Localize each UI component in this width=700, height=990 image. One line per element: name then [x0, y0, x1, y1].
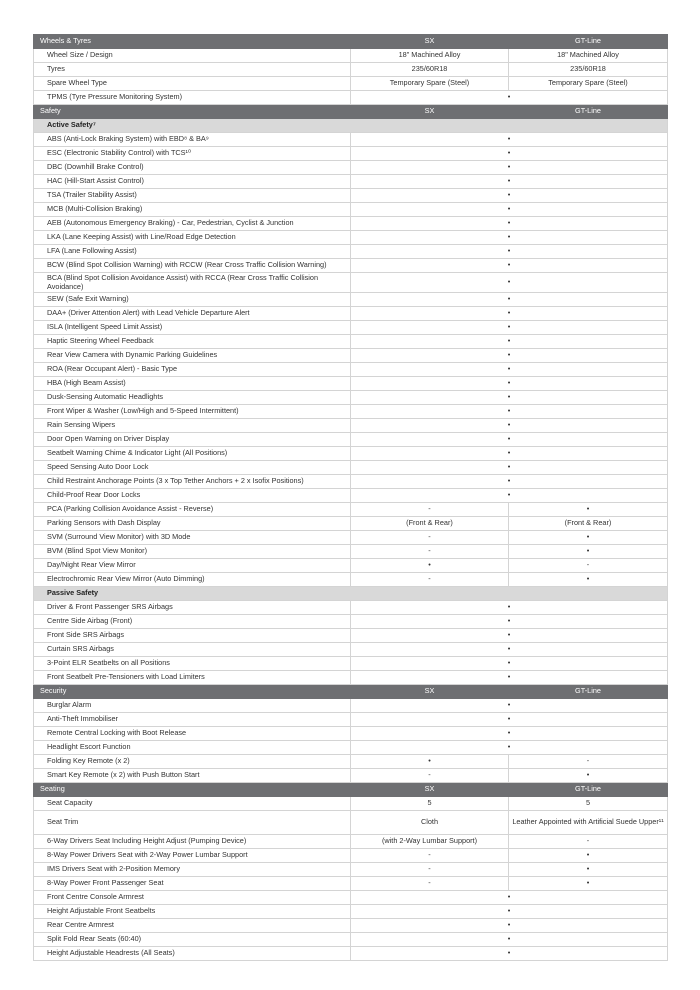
table-row — [34, 573, 668, 587]
section-title: Wheels & Tyres — [34, 35, 351, 49]
table-row — [34, 49, 668, 63]
feature-label: Wheel Size / Design — [34, 49, 351, 63]
value-sx: Cloth — [351, 811, 509, 835]
column-header-sx: SX — [351, 685, 509, 699]
feature-label: Remote Central Locking with Boot Release — [34, 727, 351, 741]
section-header — [34, 105, 668, 119]
feature-label: DAA+ (Driver Attention Alert) with Lead Vehicle Departure Alert — [34, 307, 351, 321]
feature-label: Rear View Camera with Dynamic Parking Guidelines — [34, 349, 351, 363]
spec-table — [33, 34, 668, 961]
feature-label: Centre Side Airbag (Front) — [34, 615, 351, 629]
table-row — [34, 713, 668, 727]
table-row — [34, 245, 668, 259]
feature-label: 6-Way Drivers Seat Including Height Adjust (Pumping Device) — [34, 835, 351, 849]
value-both: • — [351, 259, 668, 273]
table-row — [34, 217, 668, 231]
table-row — [34, 489, 668, 503]
feature-label: Child-Proof Rear Door Locks — [34, 489, 351, 503]
table-row — [34, 741, 668, 755]
feature-label: LKA (Lane Keeping Assist) with Line/Road Edge Detection — [34, 231, 351, 245]
value-both: • — [351, 489, 668, 503]
value-sx: • — [351, 559, 509, 573]
value-gt-line: - — [509, 835, 668, 849]
section-title: Seating — [34, 783, 351, 797]
table-row — [34, 475, 668, 489]
value-sx: 18" Machined Alloy — [351, 49, 509, 63]
table-row — [34, 335, 668, 349]
value-both: • — [351, 175, 668, 189]
column-header-gt-line: GT-Line — [509, 783, 668, 797]
feature-label: DBC (Downhill Brake Control) — [34, 161, 351, 175]
feature-label: SVM (Surround View Monitor) with 3D Mode — [34, 531, 351, 545]
feature-label: Anti-Theft Immobiliser — [34, 713, 351, 727]
feature-label: Smart Key Remote (x 2) with Push Button Start — [34, 769, 351, 783]
feature-label: Front Centre Console Armrest — [34, 891, 351, 905]
value-both: • — [351, 293, 668, 307]
section-title: Security — [34, 685, 351, 699]
value-sx: - — [351, 545, 509, 559]
table-row — [34, 811, 668, 835]
table-row — [34, 559, 668, 573]
feature-label: MCB (Multi-Collision Braking) — [34, 203, 351, 217]
value-sx: (with 2-Way Lumbar Support) — [351, 835, 509, 849]
feature-label: Headlight Escort Function — [34, 741, 351, 755]
feature-label: Haptic Steering Wheel Feedback — [34, 335, 351, 349]
feature-label: Front Wiper & Washer (Low/High and 5-Speed Intermittent) — [34, 405, 351, 419]
value-both: • — [351, 447, 668, 461]
feature-label: 8-Way Power Front Passenger Seat — [34, 877, 351, 891]
value-both: • — [351, 671, 668, 685]
feature-label: Seat Capacity — [34, 797, 351, 811]
value-sx: Temporary Spare (Steel) — [351, 77, 509, 91]
table-row — [34, 671, 668, 685]
table-row — [34, 835, 668, 849]
value-both: • — [351, 307, 668, 321]
feature-label: HBA (High Beam Assist) — [34, 377, 351, 391]
value-both: • — [351, 335, 668, 349]
table-row — [34, 133, 668, 147]
value-gt-line: • — [509, 849, 668, 863]
value-both: • — [351, 713, 668, 727]
feature-label: Spare Wheel Type — [34, 77, 351, 91]
feature-label: TPMS (Tyre Pressure Monitoring System) — [34, 91, 351, 105]
table-row — [34, 877, 668, 891]
value-gt-line: (Front & Rear) — [509, 517, 668, 531]
value-gt-line: Leather Appointed with Artificial Suede Upper¹¹ — [509, 811, 668, 835]
value-gt-line: 18" Machined Alloy — [509, 49, 668, 63]
table-row — [34, 919, 668, 933]
feature-label: ROA (Rear Occupant Alert) - Basic Type — [34, 363, 351, 377]
table-row — [34, 161, 668, 175]
value-both: • — [351, 161, 668, 175]
value-sx: - — [351, 531, 509, 545]
value-sx: - — [351, 877, 509, 891]
value-sx: (Front & Rear) — [351, 517, 509, 531]
value-both: • — [351, 231, 668, 245]
value-both: • — [351, 657, 668, 671]
value-sx: - — [351, 863, 509, 877]
feature-label: HAC (Hill-Start Assist Control) — [34, 175, 351, 189]
value-both: • — [351, 741, 668, 755]
value-both: • — [351, 933, 668, 947]
feature-label: Front Seatbelt Pre-Tensioners with Load Limiters — [34, 671, 351, 685]
value-both: • — [351, 377, 668, 391]
table-row — [34, 615, 668, 629]
column-header-sx: SX — [351, 783, 509, 797]
table-row — [34, 405, 668, 419]
column-header-sx: SX — [351, 105, 509, 119]
feature-label: Electrochromic Rear View Mirror (Auto Dimming) — [34, 573, 351, 587]
value-both: • — [351, 601, 668, 615]
table-row — [34, 307, 668, 321]
value-sx: 5 — [351, 797, 509, 811]
column-header-gt-line: GT-Line — [509, 685, 668, 699]
value-both: • — [351, 203, 668, 217]
value-both: • — [351, 699, 668, 713]
value-both: • — [351, 461, 668, 475]
subsection-label: Active Safety⁷ — [34, 119, 668, 133]
table-row — [34, 863, 668, 877]
subsection-header — [34, 119, 668, 133]
value-both: • — [351, 891, 668, 905]
value-both: • — [351, 905, 668, 919]
table-row — [34, 189, 668, 203]
feature-label: 8-Way Power Drivers Seat with 2-Way Power Lumbar Support — [34, 849, 351, 863]
feature-label: SEW (Safe Exit Warning) — [34, 293, 351, 307]
value-both: • — [351, 349, 668, 363]
value-sx: - — [351, 573, 509, 587]
feature-label: Front Side SRS Airbags — [34, 629, 351, 643]
feature-label: Parking Sensors with Dash Display — [34, 517, 351, 531]
table-row — [34, 531, 668, 545]
value-gt-line: • — [509, 531, 668, 545]
value-both: • — [351, 147, 668, 161]
feature-label: IMS Drivers Seat with 2-Position Memory — [34, 863, 351, 877]
subsection-label: Passive Safety — [34, 587, 668, 601]
table-row — [34, 447, 668, 461]
feature-label: AEB (Autonomous Emergency Braking) - Car, Pedestrian, Cyclist & Junction — [34, 217, 351, 231]
table-row — [34, 63, 668, 77]
value-both: • — [351, 245, 668, 259]
value-sx: • — [351, 755, 509, 769]
feature-label: PCA (Parking Collision Avoidance Assist - Reverse) — [34, 503, 351, 517]
feature-label: Rear Centre Armrest — [34, 919, 351, 933]
feature-label: Height Adjustable Front Seatbelts — [34, 905, 351, 919]
table-row — [34, 377, 668, 391]
table-row — [34, 849, 668, 863]
feature-label: Curtain SRS Airbags — [34, 643, 351, 657]
value-both: • — [351, 133, 668, 147]
column-header-sx: SX — [351, 35, 509, 49]
table-row — [34, 503, 668, 517]
value-both: • — [351, 727, 668, 741]
table-row — [34, 933, 668, 947]
table-row — [34, 947, 668, 961]
feature-label: BCA (Blind Spot Collision Avoidance Assist) with RCCA (Rear Cross Traffic Collision Avoidance) — [34, 273, 351, 293]
subsection-header — [34, 587, 668, 601]
section-header — [34, 783, 668, 797]
table-row — [34, 321, 668, 335]
feature-label: Split Fold Rear Seats (60:40) — [34, 933, 351, 947]
table-row — [34, 175, 668, 189]
feature-label: Door Open Warning on Driver Display — [34, 433, 351, 447]
table-row — [34, 391, 668, 405]
feature-label: ABS (Anti-Lock Braking System) with EBD⁸ & BA⁹ — [34, 133, 351, 147]
table-row — [34, 905, 668, 919]
table-row — [34, 203, 668, 217]
table-row — [34, 643, 668, 657]
value-both: • — [351, 391, 668, 405]
section-header — [34, 35, 668, 49]
value-sx: - — [351, 503, 509, 517]
value-gt-line: - — [509, 755, 668, 769]
table-row — [34, 461, 668, 475]
feature-label: Height Adjustable Headrests (All Seats) — [34, 947, 351, 961]
value-both: • — [351, 433, 668, 447]
table-row — [34, 91, 668, 105]
feature-label: Dusk-Sensing Automatic Headlights — [34, 391, 351, 405]
table-row — [34, 601, 668, 615]
value-gt-line: Temporary Spare (Steel) — [509, 77, 668, 91]
column-header-gt-line: GT-Line — [509, 35, 668, 49]
feature-label: 3-Point ELR Seatbelts on all Positions — [34, 657, 351, 671]
table-row — [34, 147, 668, 161]
value-both: • — [351, 643, 668, 657]
table-row — [34, 629, 668, 643]
table-row — [34, 797, 668, 811]
value-gt-line: • — [509, 545, 668, 559]
value-gt-line: - — [509, 559, 668, 573]
value-both: • — [351, 405, 668, 419]
section-title: Safety — [34, 105, 351, 119]
table-row — [34, 727, 668, 741]
feature-label: Day/Night Rear View Mirror — [34, 559, 351, 573]
value-both: • — [351, 419, 668, 433]
feature-label: Seat Trim — [34, 811, 351, 835]
table-row — [34, 755, 668, 769]
column-header-gt-line: GT-Line — [509, 105, 668, 119]
table-row — [34, 699, 668, 713]
feature-label: LFA (Lane Following Assist) — [34, 245, 351, 259]
value-both: • — [351, 273, 668, 293]
feature-label: Speed Sensing Auto Door Lock — [34, 461, 351, 475]
value-both: • — [351, 217, 668, 231]
value-both: • — [351, 91, 668, 105]
table-row — [34, 433, 668, 447]
value-both: • — [351, 919, 668, 933]
value-both: • — [351, 321, 668, 335]
table-row — [34, 545, 668, 559]
feature-label: Folding Key Remote (x 2) — [34, 755, 351, 769]
table-row — [34, 349, 668, 363]
value-sx: 235/60R18 — [351, 63, 509, 77]
feature-label: ISLA (Intelligent Speed Limit Assist) — [34, 321, 351, 335]
feature-label: Driver & Front Passenger SRS Airbags — [34, 601, 351, 615]
table-row — [34, 231, 668, 245]
value-both: • — [351, 947, 668, 961]
table-row — [34, 891, 668, 905]
feature-label: Tyres — [34, 63, 351, 77]
value-both: • — [351, 363, 668, 377]
table-row — [34, 259, 668, 273]
feature-label: ESC (Electronic Stability Control) with TCS¹⁰ — [34, 147, 351, 161]
value-gt-line: • — [509, 863, 668, 877]
table-row — [34, 769, 668, 783]
value-gt-line: 5 — [509, 797, 668, 811]
value-both: • — [351, 615, 668, 629]
feature-label: Child Restraint Anchorage Points (3 x Top Tether Anchors + 2 x Isofix Positions) — [34, 475, 351, 489]
value-sx: - — [351, 849, 509, 863]
table-row — [34, 657, 668, 671]
table-row — [34, 363, 668, 377]
value-gt-line: • — [509, 877, 668, 891]
section-header — [34, 685, 668, 699]
feature-label: BVM (Blind Spot View Monitor) — [34, 545, 351, 559]
value-both: • — [351, 475, 668, 489]
feature-label: BCW (Blind Spot Collision Warning) with RCCW (Rear Cross Traffic Collision Warning) — [34, 259, 351, 273]
feature-label: TSA (Trailer Stability Assist) — [34, 189, 351, 203]
value-both: • — [351, 189, 668, 203]
feature-label: Rain Sensing Wipers — [34, 419, 351, 433]
value-both: • — [351, 629, 668, 643]
table-row — [34, 293, 668, 307]
table-row — [34, 517, 668, 531]
value-gt-line: • — [509, 769, 668, 783]
feature-label: Burglar Alarm — [34, 699, 351, 713]
table-row — [34, 77, 668, 91]
value-sx: - — [351, 769, 509, 783]
value-gt-line: • — [509, 573, 668, 587]
feature-label: Seatbelt Warning Chime & Indicator Light (All Positions) — [34, 447, 351, 461]
value-gt-line: • — [509, 503, 668, 517]
table-row — [34, 273, 668, 293]
table-row — [34, 419, 668, 433]
value-gt-line: 235/60R18 — [509, 63, 668, 77]
